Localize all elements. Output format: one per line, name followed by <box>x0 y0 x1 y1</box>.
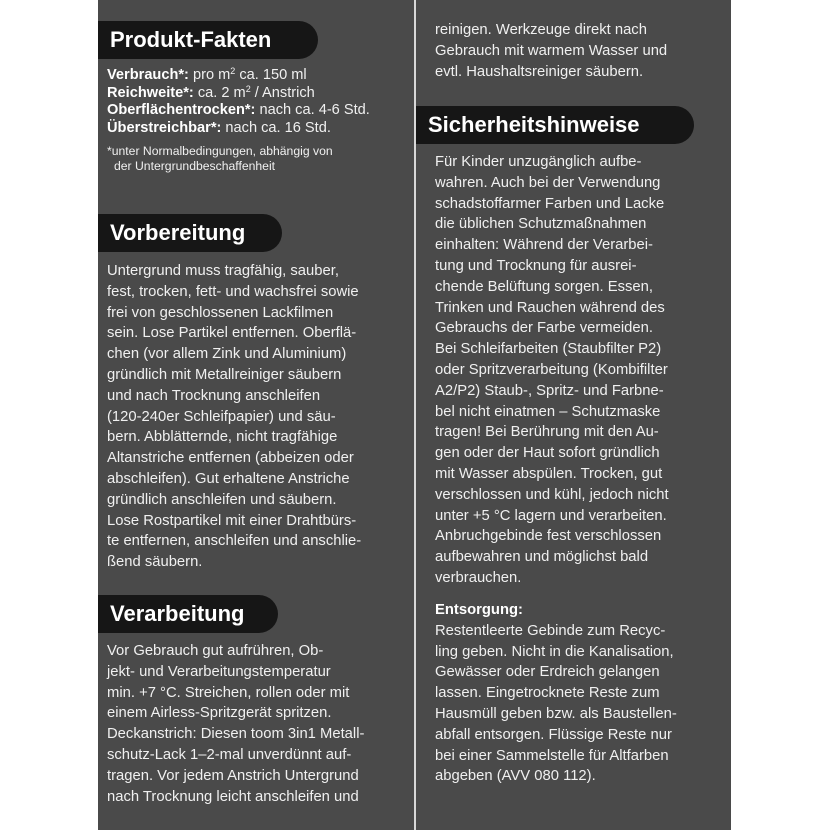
text-line: reinigen. Werkzeuge direkt nach <box>435 22 647 38</box>
text-line: Für Kinder unzugänglich aufbe- <box>435 154 642 170</box>
text-line: gründlich anschleifen und säubern. <box>107 491 337 508</box>
text-line: Anbruchgebinde fest verschlossen <box>435 528 662 545</box>
text-line: Gewässer oder Erdreich gelangen <box>435 664 660 681</box>
text-line: die üblichen Schutzmaßnahmen <box>435 216 647 233</box>
text-line: Vor Gebrauch gut aufrühren, Ob- <box>107 643 324 659</box>
text-line: unter +5 °C lagern und verarbeiten. <box>435 507 667 524</box>
verarbeitung-body <box>107 641 364 807</box>
left-column <box>98 0 414 830</box>
text-line: schutz-Lack 1–2-mal unverdünnt auf- <box>107 746 352 763</box>
text-line: abfall entsorgen. Flüssige Reste nur <box>435 726 672 743</box>
label-panel <box>98 0 731 830</box>
heading-entsorgung: Entsorgung: <box>435 602 523 618</box>
text-line: evtl. Haushaltsreiniger säubern. <box>435 63 644 80</box>
text-line: einem Airless-Spritzgerät spritzen. <box>107 705 332 722</box>
text-line: nach Trocknung leicht anschleifen und <box>107 788 359 805</box>
fact-row-reichweite: Reichweite*: ca. 2 $m^2$ / Anstrich <box>107 83 315 101</box>
heading-produkt-fakten: Produkt-Fakten <box>98 21 318 59</box>
text-line: A2/P2) Staub-, Spritz- und Farbne- <box>435 382 664 399</box>
heading-verarbeitung: Verarbeitung <box>98 595 278 633</box>
text-line: ling geben. Nicht in die Kanalisation, <box>435 643 674 660</box>
text-line: (120-240er Schleifpapier) und säu- <box>107 408 336 425</box>
fact-row-verbrauch: Verbrauch*: pro $m^2$ ca. 150 ml <box>107 66 307 83</box>
text-line: ßend säubern. <box>107 554 203 571</box>
text-line: Hausmüll geben bzw. als Baustellen- <box>435 705 677 722</box>
text-line: frei von geschlossenen Lackfilmen <box>107 304 334 321</box>
text-line: te entfernen, anschleifen und anschlie- <box>107 533 362 550</box>
text-line: aufbewahren und möglichst bald <box>435 549 649 566</box>
right-column <box>416 0 731 830</box>
fact-row-oberflaechentrocken: Oberflächentrocken*: nach ca. 4-6 Std. <box>107 102 370 119</box>
fact-row-ueberstreichbar: Überstreichbar*: nach ca. 16 Std. <box>107 119 331 136</box>
text-line: Bei Schleifarbeiten (Staubfilter P2) <box>435 341 662 358</box>
text-line: bel nicht einatmen – Schutzmaske <box>435 403 661 420</box>
text-line: min. +7 °C. Streichen, rollen oder mit <box>107 684 350 701</box>
text-line: einhalten: Während der Verarbei- <box>435 237 653 254</box>
text-line: verschlossen und kühl, jedoch nicht <box>435 486 669 503</box>
text-line: mit Wasser abspülen. Trocken, gut <box>435 465 663 482</box>
text-line: tragen! Bei Berührung mit den Au- <box>435 424 659 441</box>
text-line: abgeben (AVV 080 112). <box>435 768 596 785</box>
verarbeitung-continued <box>435 20 667 82</box>
text-line: schadstoffarmer Farben und Lacke <box>435 195 665 212</box>
text-line: bern. Abblätternde, nicht tragfähige <box>107 429 338 446</box>
sicherheitshinweise-body <box>435 152 669 589</box>
text-line: *unter Normalbedingungen, abhängig von <box>107 144 333 158</box>
text-line: der Untergrundbeschaffenheit <box>114 159 276 173</box>
text-line: chende Belüftung sorgen. Essen, <box>435 278 653 295</box>
text-line: Altanstriche entfernen (abbeizen oder <box>107 450 354 467</box>
text-line: gründlich mit Metallreiniger säubern <box>107 366 342 383</box>
text-line: Gebrauch mit warmem Wasser und <box>435 42 668 59</box>
text-line: tragen. Vor jedem Anstrich Untergrund <box>107 767 359 784</box>
text-line: abschleifen). Gut erhaltene Anstriche <box>107 470 350 487</box>
text-line: fest, trocken, fett- und wachsfrei sowie <box>107 283 359 300</box>
text-line: bei einer Sammelstelle für Altfarben <box>435 747 669 764</box>
text-line: lassen. Eingetrocknete Reste zum <box>435 685 660 702</box>
entsorgung-section <box>435 600 677 787</box>
text-line: sein. Lose Partikel entfernen. Oberflä- <box>107 325 357 342</box>
text-line: Lose Rostpartikel mit einer Drahtbürs- <box>107 512 357 529</box>
text-line: chen (vor allem Zink und Aluminium) <box>107 346 347 363</box>
text-line: tung und Trocknung für ausrei- <box>435 257 637 274</box>
text-line: Untergrund muss tragfähig, sauber, <box>107 263 339 279</box>
vorbereitung-body <box>107 261 361 573</box>
produkt-fakten-list <box>107 67 370 137</box>
text-line: und nach Trocknung anschleifen <box>107 387 321 404</box>
text-line: gen oder der Haut sofort gründlich <box>435 445 660 462</box>
heading-vorbereitung: Vorbereitung <box>98 214 282 252</box>
text-line: jekt- und Verarbeitungstemperatur <box>107 663 331 680</box>
text-line: Trinken und Rauchen während des <box>435 299 665 316</box>
text-line: Deckanstrich: Diesen toom 3in1 Metall- <box>107 726 365 743</box>
produkt-fakten-footnote <box>107 144 333 174</box>
text-line: Gebrauchs der Farbe vermeiden. <box>435 320 653 337</box>
text-line: verbrauchen. <box>435 569 522 586</box>
heading-sicherheitshinweise: Sicherheitshinweise <box>416 106 694 144</box>
text-line: wahren. Auch bei der Verwendung <box>435 174 661 191</box>
text-line: Restentleerte Gebinde zum Recyc- <box>435 622 666 639</box>
text-line: oder Spritzverarbeitung (Kombifilter <box>435 361 668 378</box>
